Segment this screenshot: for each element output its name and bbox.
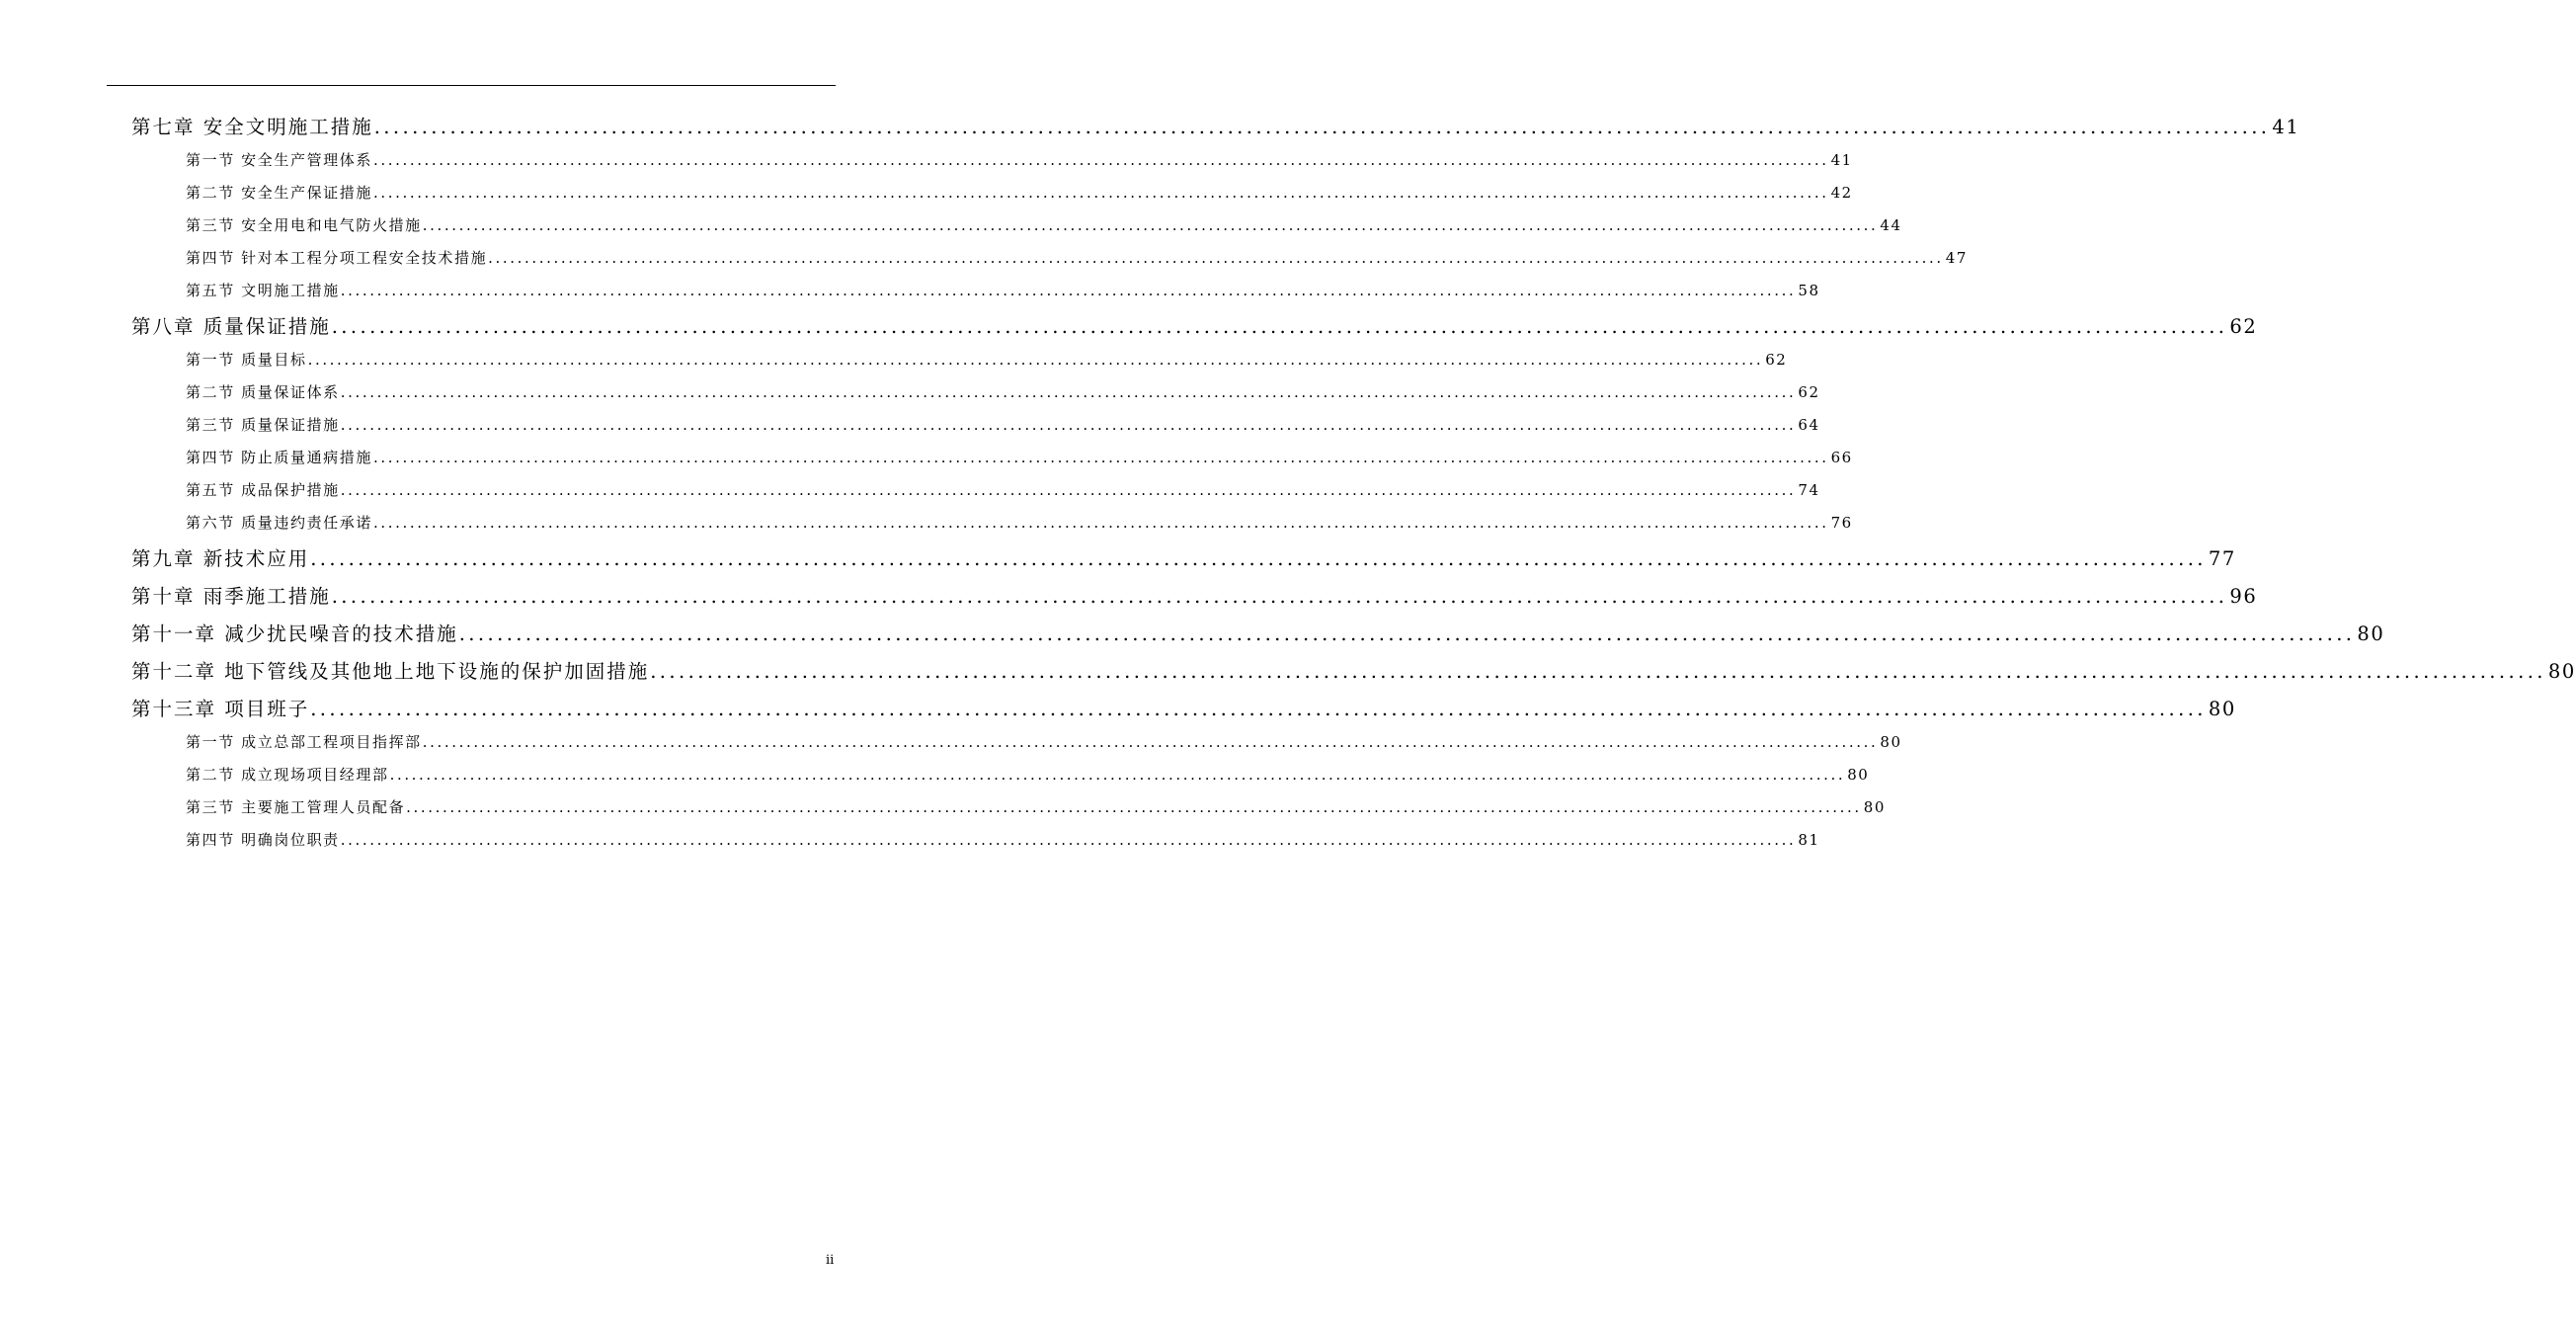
toc-page-number: 44 — [1880, 216, 1902, 234]
toc-section-8-4[interactable] — [186, 447, 1853, 470]
toc-leader-dots: ........................................................................................................................................................................................................ — [372, 449, 1829, 466]
toc-leader-dots: ........................................................................................................................................................................................................ — [310, 698, 2207, 720]
toc-entry-title: 第十一章 减少扰民噪音的技术措施 — [131, 622, 458, 645]
header-rule — [107, 85, 836, 86]
toc-leader-dots: ........................................................................................................................................................................................................ — [340, 282, 1797, 299]
toc-chapter-8[interactable] — [131, 311, 2258, 341]
toc-entry-title: 第二节 质量保证体系 — [186, 383, 340, 401]
toc-chapter-13[interactable] — [131, 694, 2236, 723]
toc-section-13-1[interactable] — [186, 731, 1902, 755]
toc-leader-dots: ........................................................................................................................................................................................................ — [372, 514, 1829, 532]
toc-entry-title: 第一节 质量目标 — [186, 351, 307, 369]
toc-leader-dots: ........................................................................................................................................................................................................ — [372, 151, 1829, 169]
toc-page-number: 47 — [1945, 249, 1968, 267]
toc-page-number: 96 — [2229, 585, 2258, 608]
toc-page-number: 74 — [1798, 481, 1820, 499]
toc-leader-dots: ........................................................................................................................................................................................................ — [340, 383, 1797, 401]
toc-section-13-2[interactable] — [186, 764, 1870, 788]
toc-page-number: 62 — [2229, 315, 2258, 338]
toc-page-number: 77 — [2208, 547, 2236, 570]
toc-leader-dots: ........................................................................................................................................................................................................ — [422, 216, 1879, 234]
toc-leader-dots: ........................................................................................................................................................................................................ — [389, 766, 1846, 784]
toc-page-number: 64 — [1798, 416, 1820, 434]
toc-entry-title: 第九章 新技术应用 — [131, 547, 310, 570]
toc-leader-dots: ........................................................................................................................................................................................................ — [331, 315, 2228, 338]
toc-leader-dots: ........................................................................................................................................................................................................ — [340, 416, 1797, 434]
toc-entry-title: 第一节 安全生产管理体系 — [186, 151, 372, 169]
toc-leader-dots: ........................................................................................................................................................................................................ — [373, 116, 2271, 138]
toc-leader-dots: ........................................................................................................................................................................................................ — [488, 249, 1944, 267]
toc-entry-title: 第十章 雨季施工措施 — [131, 585, 331, 608]
toc-leader-dots: ........................................................................................................................................................................................................ — [331, 585, 2228, 608]
toc-section-7-5[interactable] — [186, 280, 1820, 303]
toc-section-7-2[interactable] — [186, 182, 1853, 206]
footer-page-number: ii — [826, 1253, 835, 1268]
toc-page-number: 80 — [2357, 622, 2385, 645]
toc-chapter-11[interactable] — [131, 619, 2385, 648]
toc-page-number: 80 — [1880, 733, 1902, 751]
toc-page-number: 80 — [2547, 660, 2576, 683]
toc-entry-title: 第二节 成立现场项目经理部 — [186, 766, 389, 784]
toc-page-number: 41 — [1830, 151, 1853, 169]
toc-entry-title: 第四节 明确岗位职责 — [186, 831, 340, 849]
toc-leader-dots: ........................................................................................................................................................................................................ — [372, 184, 1829, 202]
toc-page-number: 62 — [1765, 351, 1788, 369]
toc-page-number: 76 — [1830, 514, 1853, 532]
toc-leader-dots: ........................................................................................................................................................................................................ — [406, 798, 1862, 816]
toc-section-8-2[interactable] — [186, 381, 1820, 405]
toc-entry-title: 第三节 安全用电和电气防火措施 — [186, 216, 422, 234]
toc-entry-title: 第五节 文明施工措施 — [186, 282, 340, 299]
toc-section-8-5[interactable] — [186, 479, 1820, 503]
toc-entry-title: 第四节 防止质量通病措施 — [186, 449, 372, 466]
toc-leader-dots: ........................................................................................................................................................................................................ — [340, 481, 1797, 499]
toc-page-number: 42 — [1830, 184, 1853, 202]
toc-chapter-7[interactable] — [131, 112, 2300, 141]
toc-leader-dots: ........................................................................................................................................................................................................ — [422, 733, 1879, 751]
toc-page-number: 80 — [2208, 698, 2236, 720]
toc-leader-dots: ........................................................................................................................................................................................................ — [307, 351, 1764, 369]
toc-page-number: 58 — [1798, 282, 1820, 299]
toc-chapter-9[interactable] — [131, 543, 2236, 573]
toc-section-7-3[interactable] — [186, 214, 1902, 238]
toc-leader-dots: ........................................................................................................................................................................................................ — [458, 622, 2356, 645]
toc-entry-title: 第十二章 地下管线及其他地上地下设施的保护加固措施 — [131, 660, 650, 683]
toc-chapter-12[interactable] — [131, 656, 2576, 686]
toc-entry-title: 第八章 质量保证措施 — [131, 315, 331, 338]
toc-leader-dots: ........................................................................................................................................................................................................ — [340, 831, 1797, 849]
toc-page-number: 41 — [2272, 116, 2300, 138]
toc-entry-title: 第六节 质量违约责任承诺 — [186, 514, 372, 532]
toc-leader-dots: ........................................................................................................................................................................................................ — [310, 547, 2207, 570]
toc-section-8-1[interactable] — [186, 349, 1788, 373]
toc-page-number: 66 — [1830, 449, 1853, 466]
toc-section-13-3[interactable] — [186, 796, 1886, 820]
toc-page-number: 80 — [1863, 798, 1886, 816]
toc-leader-dots: ........................................................................................................................................................................................................ — [650, 660, 2546, 683]
toc-page-number: 62 — [1798, 383, 1820, 401]
toc-page-number: 81 — [1798, 831, 1820, 849]
toc-section-8-6[interactable] — [186, 512, 1853, 536]
toc-section-13-4[interactable] — [186, 829, 1820, 853]
toc-entry-title: 第三节 质量保证措施 — [186, 416, 340, 434]
toc-section-8-3[interactable] — [186, 414, 1820, 438]
toc-entry-title: 第五节 成品保护措施 — [186, 481, 340, 499]
toc-entry-title: 第一节 成立总部工程项目指挥部 — [186, 733, 422, 751]
toc-entry-title: 第七章 安全文明施工措施 — [131, 116, 373, 138]
toc-entry-title: 第十三章 项目班子 — [131, 698, 310, 720]
toc-entry-title: 第四节 针对本工程分项工程安全技术措施 — [186, 249, 488, 267]
toc-section-7-1[interactable] — [186, 149, 1853, 173]
toc-entry-title: 第三节 主要施工管理人员配备 — [186, 798, 406, 816]
toc-chapter-10[interactable] — [131, 581, 2258, 611]
toc-page-number: 80 — [1847, 766, 1870, 784]
toc-entry-title: 第二节 安全生产保证措施 — [186, 184, 372, 202]
toc-section-7-4[interactable] — [186, 247, 1968, 271]
